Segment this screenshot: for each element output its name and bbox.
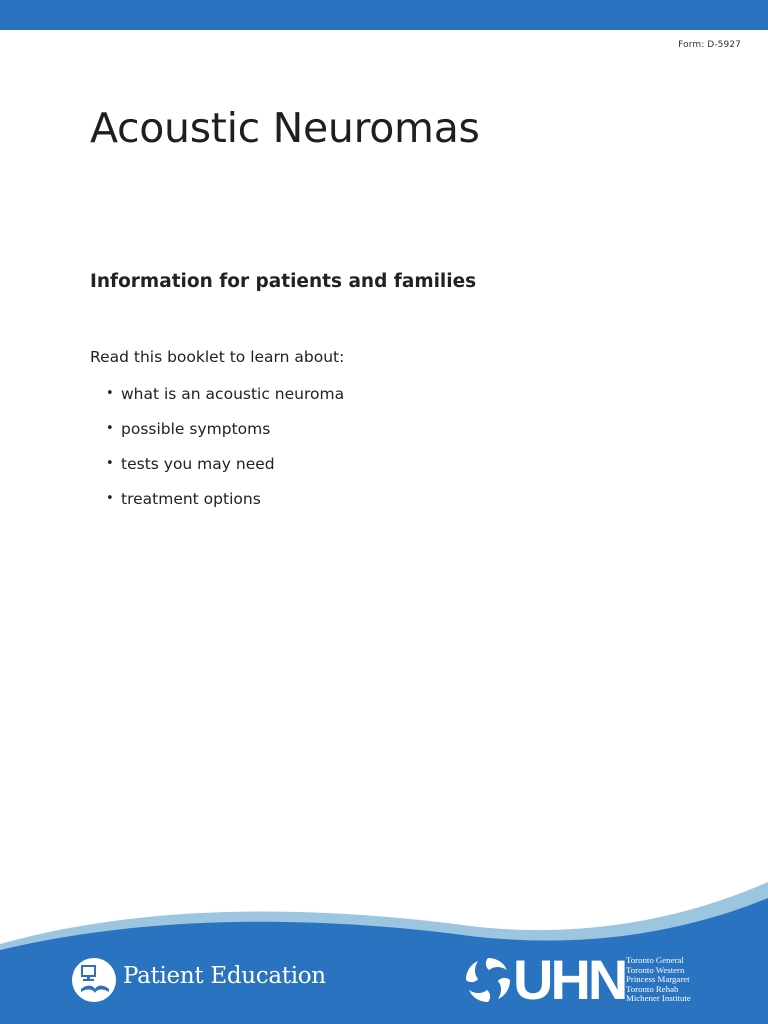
bullet-icon: • (106, 456, 114, 471)
topic-list-item (106, 453, 344, 488)
audience-subtitle: Information for patients and families (90, 271, 477, 292)
top-header-bar (0, 0, 768, 30)
topic-text: what is an acoustic neuroma (121, 385, 345, 403)
computer-and-book-icon (72, 958, 116, 1002)
patient-education-label: Patient Education (123, 963, 326, 989)
uhn-site-name: Toronto Rehab (626, 983, 679, 994)
uhn-site-name: Princess Margaret (626, 974, 690, 985)
bullet-icon: • (106, 386, 114, 401)
uhn-site-name: Toronto General (626, 955, 684, 965)
bullet-icon: • (106, 421, 114, 436)
uhn-site-list (626, 956, 691, 1004)
uhn-site-name: Toronto Western (626, 964, 685, 975)
uhn-swirl-icon (464, 956, 512, 1004)
form-number: Form: D-5927 (678, 40, 741, 50)
uhn-site-name: Michener Institute (626, 993, 691, 1004)
topic-list-item (106, 488, 344, 523)
intro-text: Read this booklet to learn about: (90, 348, 345, 366)
topic-text: tests you may need (121, 455, 275, 473)
bullet-icon: • (106, 491, 114, 506)
topic-text: treatment options (121, 490, 261, 508)
page-title: Acoustic Neuromas (90, 104, 480, 152)
topic-list-item (106, 383, 344, 418)
topic-list-item (106, 418, 344, 453)
topic-text: possible symptoms (121, 420, 271, 438)
uhn-logo-text: UHN (513, 948, 626, 1011)
topic-list (106, 383, 344, 523)
